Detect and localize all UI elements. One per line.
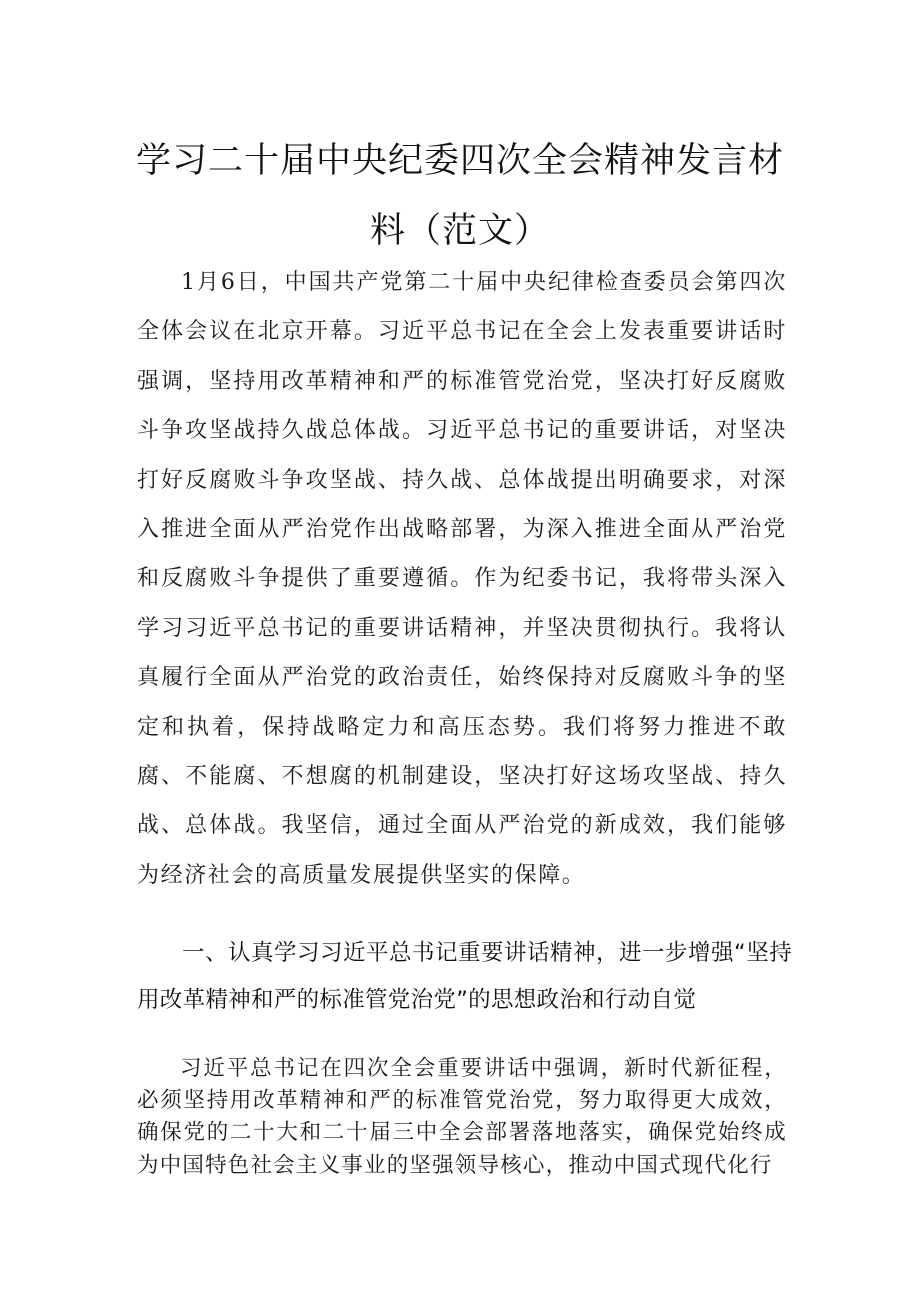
section-heading-1: 一、认真学习习近平总书记重要讲话精神，进一步增强“坚持用改革精神和严的标准管党治党”的思想政治和行动自觉 bbox=[137, 940, 792, 1013]
body-paragraph-2: 习近平总书记在四次全会重要讲话中强调，新时代新征程，必须坚持用改革精神和严的标准管党治党，努力取得更大成效，确保党的二十大和二十届三中全会部署落地落实，确保党始终成为中国特色社会主义事业的坚强领导核心，推动中国式现代化行 bbox=[137, 1056, 787, 1178]
body-paragraph-1: 1月6日，中国共产党第二十届中央纪律检查委员会第四次全体会议在北京开幕。习近平总书记在全会上发表重要讲话时强调，坚持用改革精神和严的标准管党治党，坚决打好反腐败斗争攻坚战持久战总体战。习近平总书记的重要讲话，对坚决打好反腐败斗争攻坚战、持久战、总体战提出明确要求，对深入推进全面从严治党作出战略部署，为深入推进全面从严治党和反腐败斗争提供了重要遵循。作为纪委书记，我将带头深入学习习近平总书记的重要讲话精神，并坚决贯彻执行。我将认真履行全面从严治党的政治责任，始终保持对反腐败斗争的坚定和执着，保持战略定力和高压态势。我们将努力推进不敢腐、不能腐、不想腐的机制建设，坚决打好这场攻坚战、持久战、总体战。我坚信，通过全面从严治党的新成效，我们能够为经济社会的高质量发展提供坚实的保障。 bbox=[137, 270, 787, 888]
document-title-line-2: 料（范文） bbox=[369, 211, 550, 251]
document-title-line-1: 学习二十届中央纪委四次全会精神发言材 bbox=[135, 141, 784, 181]
